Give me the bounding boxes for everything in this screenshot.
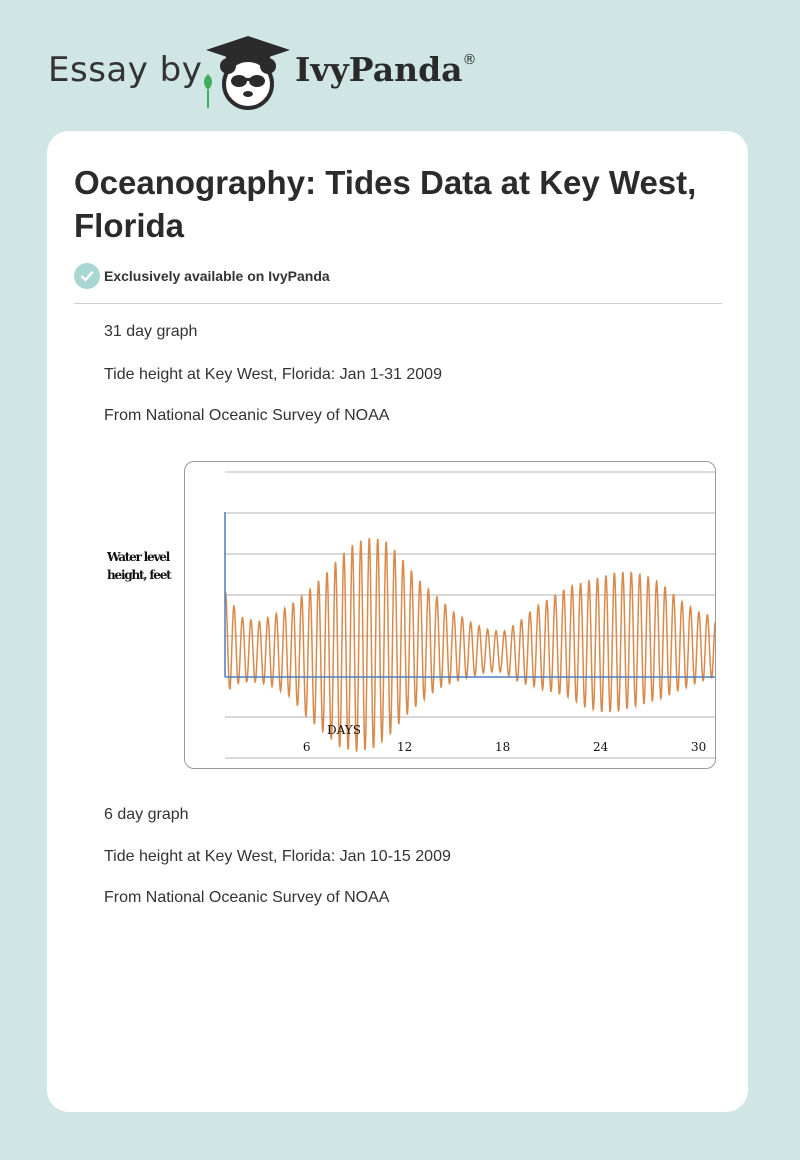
x-tick-label: 30	[691, 740, 707, 754]
x-tick-label: 12	[397, 740, 413, 754]
tide-chart-svg	[185, 462, 715, 768]
paragraph: Tide height at Key West, Florida: Jan 1-31 2009	[104, 366, 442, 383]
paragraph: 31 day graph	[104, 323, 198, 340]
panda-graduate-icon[interactable]	[198, 34, 298, 110]
chart-y-axis-label: Water level height, feet	[107, 550, 171, 582]
site-header	[0, 0, 800, 130]
tide-chart	[184, 461, 716, 769]
badge-text: Exclusively available on IvyPanda	[104, 268, 330, 284]
brand-name[interactable]: IvyPanda®	[295, 50, 477, 89]
x-tick-label: 18	[495, 740, 511, 754]
brand-prefix: Essay by	[48, 50, 203, 90]
page-title: Oceanography: Tides Data at Key West, Florida	[74, 164, 697, 244]
paragraph: Tide height at Key West, Florida: Jan 10-15 2009	[104, 848, 451, 865]
x-axis-label: DAYS	[327, 723, 361, 737]
paragraph: From National Oceanic Survey of NOAA	[104, 889, 390, 906]
x-tick-label: 24	[593, 740, 609, 754]
exclusive-badge	[74, 263, 330, 289]
check-icon	[74, 263, 100, 289]
article-card	[47, 131, 748, 1112]
paragraph: From National Oceanic Survey of NOAA	[104, 407, 390, 424]
x-tick-label: 6	[302, 740, 311, 754]
paragraph: 6 day graph	[104, 806, 189, 823]
tide-series-line	[225, 538, 715, 751]
divider	[74, 303, 722, 304]
